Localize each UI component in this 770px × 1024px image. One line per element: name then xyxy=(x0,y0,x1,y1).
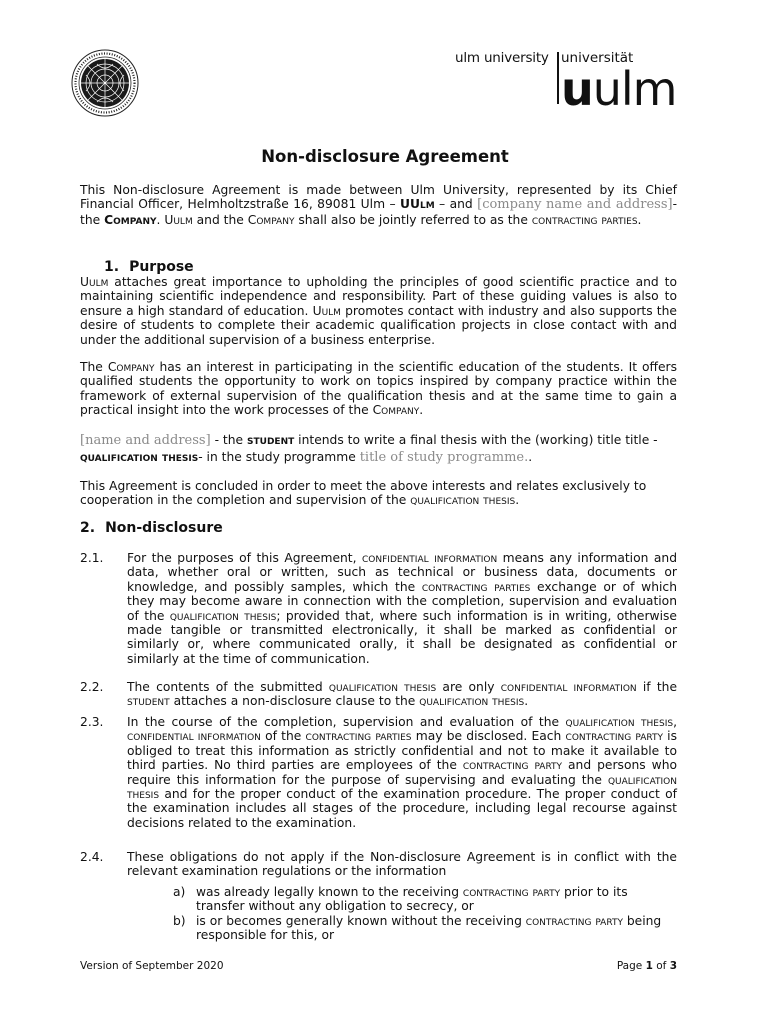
subclause-letter: a) xyxy=(173,885,186,899)
footer-page-number: Page 1 of 3 xyxy=(616,960,677,972)
clause-number: 2.1. xyxy=(80,551,104,565)
subclause-letter: b) xyxy=(173,914,186,928)
footer-version: Version of September 2020 xyxy=(80,960,224,972)
subclause-text: was already legally known to the receiving contracting party prior to its transfer without any obligation to secrecy, or xyxy=(196,885,628,914)
logo-divider xyxy=(557,52,559,104)
section-2-heading: 2. Non-disclosure xyxy=(80,520,223,536)
uulm-logo xyxy=(557,50,677,116)
university-seal-logo xyxy=(70,48,140,118)
ulm-university-brand xyxy=(455,50,677,116)
subclause-text: is or becomes generally known without the receiving contracting party being responsible for this, or xyxy=(196,914,662,943)
logo-wordmark: uulm xyxy=(561,62,677,116)
purpose-paragraph-3: [name and address] - the student intends to write a final thesis with the (working) title title - qualification thesis- in the study programme title of study programme.. xyxy=(80,433,658,465)
brand-text-en: ulm university xyxy=(455,50,549,66)
clause-text: For the purposes of this Agreement, confidential information means any information and data, whether oral or written, such as technical or business data, documents or knowledge, and possibly samples, which the contracting parties exchange or of which they may become aware in connection with the completion, supervision and evaluation of the qualification thesis; provided that, where such information is in writing, otherwise made tangible or transmitted electronically, it shall be marked as confidential or similarly or, where communicated orally, it shall be designated as confidential or similarly at the time of communication. xyxy=(127,551,677,666)
purpose-paragraph-4: This Agreement is concluded in order to meet the above interests and relates exclusively to cooperation in the completion and supervision of the qualification thesis. xyxy=(80,479,647,508)
section-1-heading: 1. Purpose xyxy=(104,259,194,275)
brand-text-de: universität xyxy=(561,50,634,66)
purpose-paragraph-1: Uulm attaches great importance to upholding the principles of good scientific practice and to maintaining scientific independence and responsibility. Part of these guiding values is also to ensure a high standard of education. Uulm promotes contact with industry and also supports the desire of students to complete their academic qualification projects in close contact with and under the additional supervision of a business enterprise. xyxy=(80,275,677,347)
clause-number: 2.2. xyxy=(80,680,104,694)
clause-text: In the course of the completion, supervision and evaluation of the qualification thesis, confidential information of the contracting parties may be disclosed. Each contracting party is obliged to treat this information as strictly confidential and not to make it available to third parties. No third parties are employees of the contracting party and persons who require this information for the purpose of supervising and evaluating the qualification thesis and for the proper conduct of the examination procedure. The proper conduct of the examination includes all stages of the procedure, including legal recourse against decisions related to the examination. xyxy=(127,715,678,830)
clause-number: 2.4. xyxy=(80,850,104,864)
purpose-paragraph-2: The Company has an interest in participating in the scientific education of the students. It offers qualified students the opportunity to work on topics inspired by company practice within the framework of external supervision of the qualification thesis and at the same time to gain a practical insight into the work processes of the Company. xyxy=(80,360,677,418)
clause-text: These obligations do not apply if the Non-disclosure Agreement is in conflict with the relevant examination regulations or the information xyxy=(127,850,677,879)
clause-text: The contents of the submitted qualification thesis are only confidential information if the student attaches a non-disclosure clause to the qualification thesis. xyxy=(127,680,678,709)
clause-number: 2.3. xyxy=(80,715,104,729)
document-title: Non-disclosure Agreement xyxy=(261,147,509,166)
intro-paragraph: This Non-disclosure Agreement is made between Ulm University, represented by its Chief Financial Officer, Helmholtzstraße 16, 89081 Ulm – UUlm – and [company name and address]- the Company. Uulm and the Company shall also be jointly referred to as the contracting parties. xyxy=(80,183,677,227)
